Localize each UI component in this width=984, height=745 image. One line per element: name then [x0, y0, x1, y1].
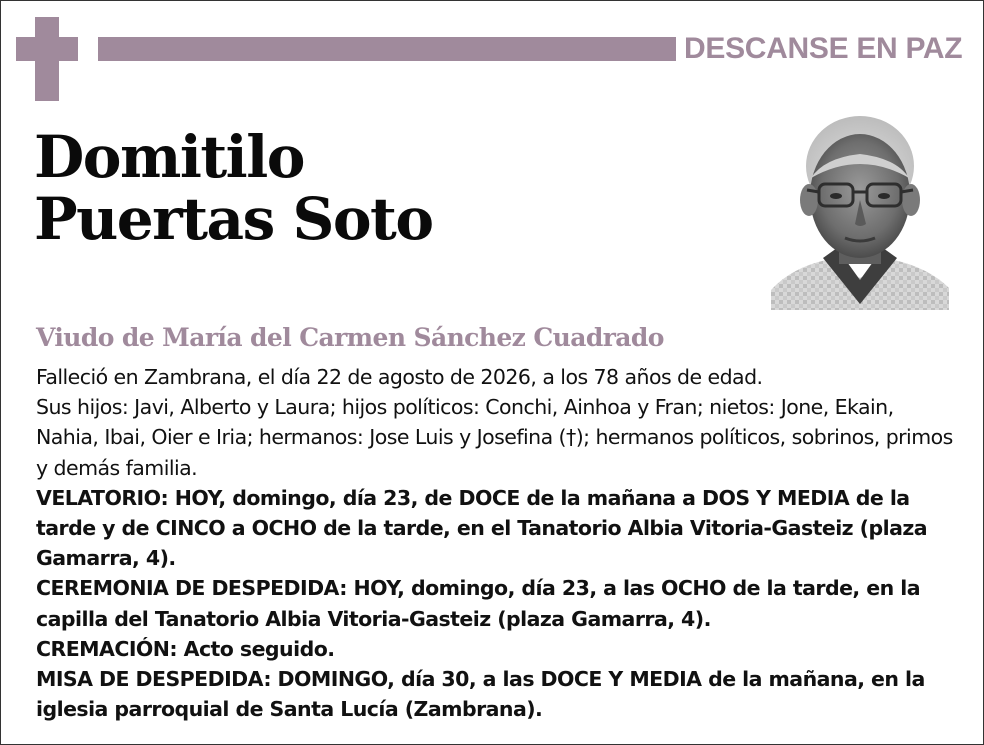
- cremacion-paragraph: CREMACIÓN: Acto seguido.: [36, 636, 335, 661]
- ceremonia-paragraph: CEREMONIA DE DESPEDIDA: HOY, domingo, día 23, a las OCHO de la tarde, en la capilla del Tanatorio Albia Vitoria-Gasteiz (plaza Gamarra, 4).: [36, 576, 921, 631]
- header-label: DESCANSE EN PAZ: [684, 32, 963, 65]
- obituary-body: [36, 362, 956, 724]
- deceased-first-name: Domitilo: [34, 123, 304, 191]
- misa-paragraph: MISA DE DESPEDIDA: DOMINGO, día 30, a las DOCE Y MEDIA de la mañana, en la iglesia parroquial de Santa Lucía (Zambrana).: [36, 667, 925, 722]
- portrait-photo-image: [771, 108, 949, 310]
- portrait-photo: [771, 108, 949, 310]
- velatorio-paragraph: VELATORIO: HOY, domingo, día 23, de DOCE de la mañana a DOS Y MEDIA de la tarde y de CINCO a OCHO de la tarde, en el Tanatorio Albia Vitoria-Gasteiz (plaza Gamarra, 4).: [36, 485, 928, 571]
- cross-icon-arm: [16, 37, 78, 61]
- widow-subtitle: Viudo de María del Carmen Sánchez Cuadrado: [36, 323, 664, 352]
- header-band: [98, 37, 676, 61]
- family-paragraph: Sus hijos: Javi, Alberto y Laura; hijos políticos: Conchi, Ainhoa y Fran; nietos: Jone, Ekain, Nahia, Ibai, Oier e Iria; hermanos: Jose Luis y Josefina (†); hermanos políticos, sobrinos, primos y demás familia.: [36, 395, 953, 480]
- deceased-name: [34, 123, 734, 253]
- death-paragraph: Falleció en Zambrana, el día 22 de agosto de 2026, a los 78 años de edad.: [36, 365, 763, 389]
- deceased-surnames: Puertas Soto: [34, 185, 433, 253]
